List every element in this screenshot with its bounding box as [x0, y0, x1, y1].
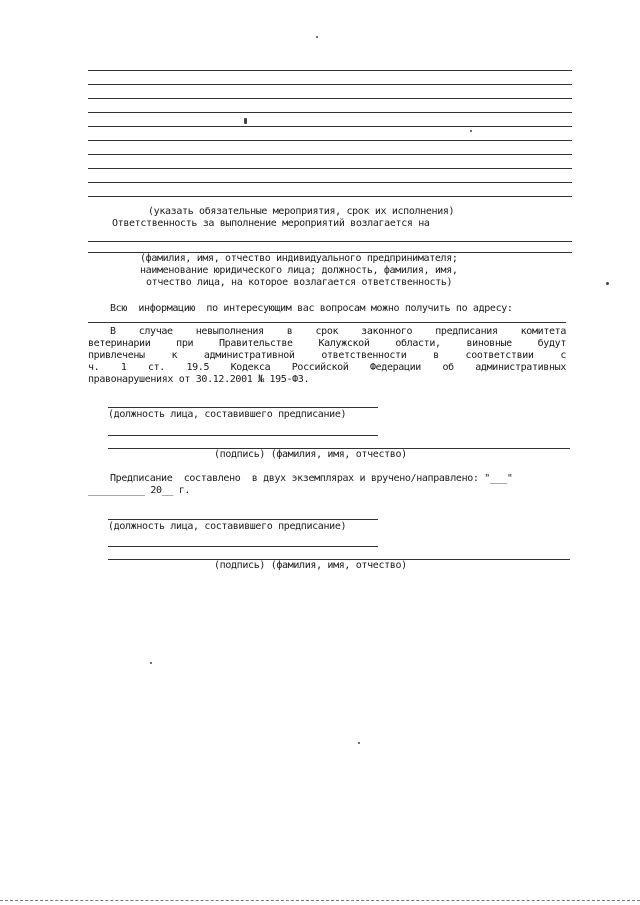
penalty-line-5: правонарушениях от 30.12.2001 № 195-ФЗ. [88, 374, 310, 385]
responsibility-line [88, 241, 572, 242]
position-hint: (должность лица, составившего предписание) [108, 521, 347, 532]
position-line [108, 519, 378, 520]
penalty-line-1: В случае невыполнения в срок законного предписания комитета [110, 326, 566, 337]
scan-speck [606, 282, 609, 285]
measures-line [88, 98, 572, 99]
scan-speck [316, 36, 318, 38]
measures-line [88, 196, 572, 197]
issued-date: __________ 20__ г. [88, 485, 191, 496]
issued-text: Предписание составлено в двух экземплярах и вручено/направлено: "___" [110, 473, 513, 484]
penalty-line-3: привлечены к административной ответственности в соответствии с [88, 350, 566, 361]
measures-line [88, 140, 572, 141]
measures-line [88, 112, 572, 113]
address-line [88, 322, 566, 323]
measures-line [88, 168, 572, 169]
scan-speck [244, 118, 247, 124]
scan-speck [150, 662, 152, 664]
signature-hint: (подпись) (фамилия, имя, отчество) [214, 449, 407, 460]
measures-line [88, 154, 572, 155]
position-line [108, 407, 378, 408]
responsibility-hint-3: отчество лица, на которое возлагается ответственность) [146, 277, 453, 288]
scan-speck [470, 130, 472, 132]
position-hint: (должность лица, составившего предписание) [108, 409, 347, 420]
measures-line [88, 70, 572, 71]
name-line [108, 435, 378, 436]
measures-line [88, 126, 572, 127]
responsibility-hint-1: (фамилия, имя, отчество индивидуального предпринимателя; [140, 253, 458, 264]
info-text: Всю информацию по интересующим вас вопросам можно получить по адресу: [110, 303, 513, 314]
scan-speck [358, 742, 360, 744]
signature-hint: (подпись) (фамилия, имя, отчество) [214, 560, 407, 571]
penalty-line-2: ветеринарии при Правительстве Калужской области, виновные будут [88, 338, 566, 349]
responsibility-label: Ответственность за выполнение мероприятий возлагается на [112, 218, 430, 229]
penalty-line-4: ч. 1 ст. 19.5 Кодекса Российской Федерации об административных [88, 362, 566, 373]
measures-line [88, 84, 572, 85]
responsibility-hint-2: наименование юридического лица; должность, фамилия, имя, [140, 265, 458, 276]
measures-hint: (указать обязательные мероприятия, срок их исполнения) [148, 206, 455, 217]
scan-edge [0, 900, 640, 901]
measures-line [88, 182, 572, 183]
name-line [108, 546, 378, 547]
